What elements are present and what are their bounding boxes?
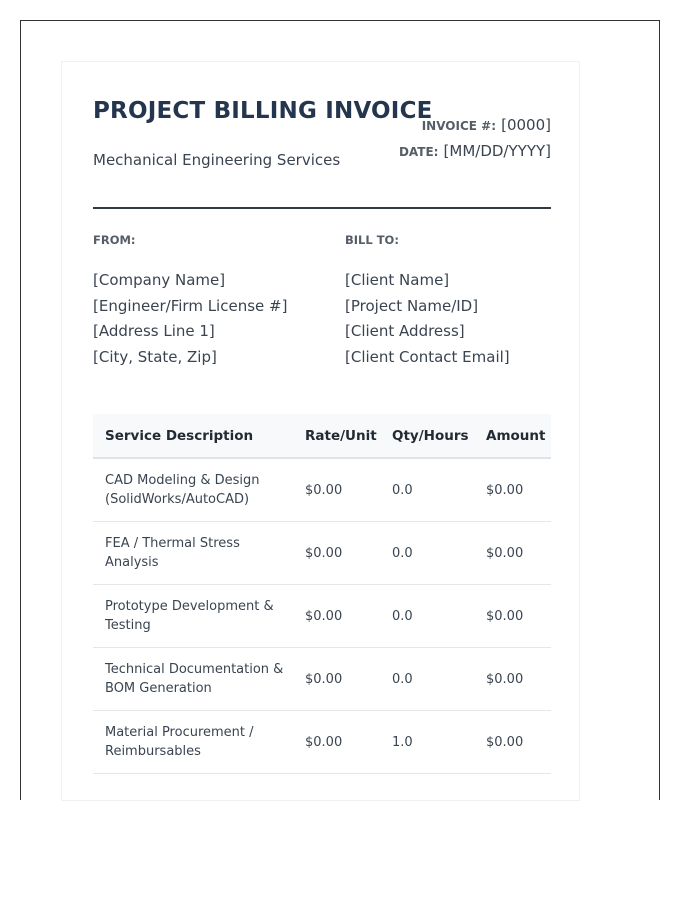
row-rate: $0.00: [293, 458, 380, 522]
invoice-number-value: [0000]: [501, 116, 551, 134]
from-city-state-zip: [City, State, Zip]: [93, 348, 217, 367]
row-qty: 0.0: [380, 648, 474, 711]
row-description: Material Procurement / Reimbursables: [93, 711, 293, 774]
from-license: [Engineer/Firm License #]: [93, 296, 288, 315]
table-header-row: [93, 414, 551, 458]
bill-to-project: [Project Name/ID]: [345, 296, 479, 315]
row-qty: 0.0: [380, 522, 474, 585]
invoice-subtitle: Mechanical Engineering Services: [93, 151, 341, 169]
row-amount: $0.00: [474, 458, 551, 522]
header-service-description: Service Description: [93, 414, 293, 458]
table-row: [93, 648, 551, 711]
header-qty-hours: Qty/Hours: [380, 414, 474, 458]
from-section: [93, 232, 313, 371]
header-amount: Amount: [474, 414, 551, 458]
from-address: [Address Line 1]: [93, 322, 215, 341]
table-row: [93, 522, 551, 585]
bill-to-address: [Client Address]: [345, 322, 465, 341]
row-description: Prototype Development & Testing: [93, 585, 293, 648]
table-row: [93, 585, 551, 648]
row-amount: $0.00: [474, 522, 551, 585]
invoice-date-label: DATE:: [398, 145, 439, 159]
table-row: [93, 711, 551, 774]
invoice-date-value: [MM/DD/YYYY]: [443, 142, 551, 160]
row-rate: $0.00: [293, 585, 380, 648]
row-description: Technical Documentation & BOM Generation: [93, 648, 293, 711]
row-description: FEA / Thermal Stress Analysis: [93, 522, 293, 585]
row-qty: 1.0: [380, 711, 474, 774]
bill-to-client-name: [Client Name]: [345, 271, 450, 289]
from-company-name: [Company Name]: [93, 271, 226, 289]
invoice-number-row: [399, 112, 551, 138]
bill-to-section: [345, 232, 565, 371]
row-rate: $0.00: [293, 648, 380, 711]
row-amount: $0.00: [474, 711, 551, 774]
bill-to-label: BILL TO:: [345, 233, 399, 247]
line-items-table: [93, 414, 551, 774]
row-description: CAD Modeling & Design (SolidWorks/AutoCAD): [93, 458, 293, 522]
invoice-date-row: [399, 138, 551, 164]
invoice-sheet: [61, 61, 580, 801]
invoice-title: PROJECT BILLING INVOICE: [93, 98, 433, 124]
from-label: FROM:: [93, 233, 136, 247]
row-qty: 0.0: [380, 585, 474, 648]
invoice-meta: [399, 112, 551, 164]
row-rate: $0.00: [293, 522, 380, 585]
row-rate: $0.00: [293, 711, 380, 774]
header-divider: [93, 207, 551, 209]
row-amount: $0.00: [474, 585, 551, 648]
row-amount: $0.00: [474, 648, 551, 711]
invoice-number-label: INVOICE #:: [421, 119, 497, 133]
bill-to-email: [Client Contact Email]: [345, 348, 510, 367]
row-qty: 0.0: [380, 458, 474, 522]
table-row: [93, 458, 551, 522]
header-rate-unit: Rate/Unit: [293, 414, 380, 458]
